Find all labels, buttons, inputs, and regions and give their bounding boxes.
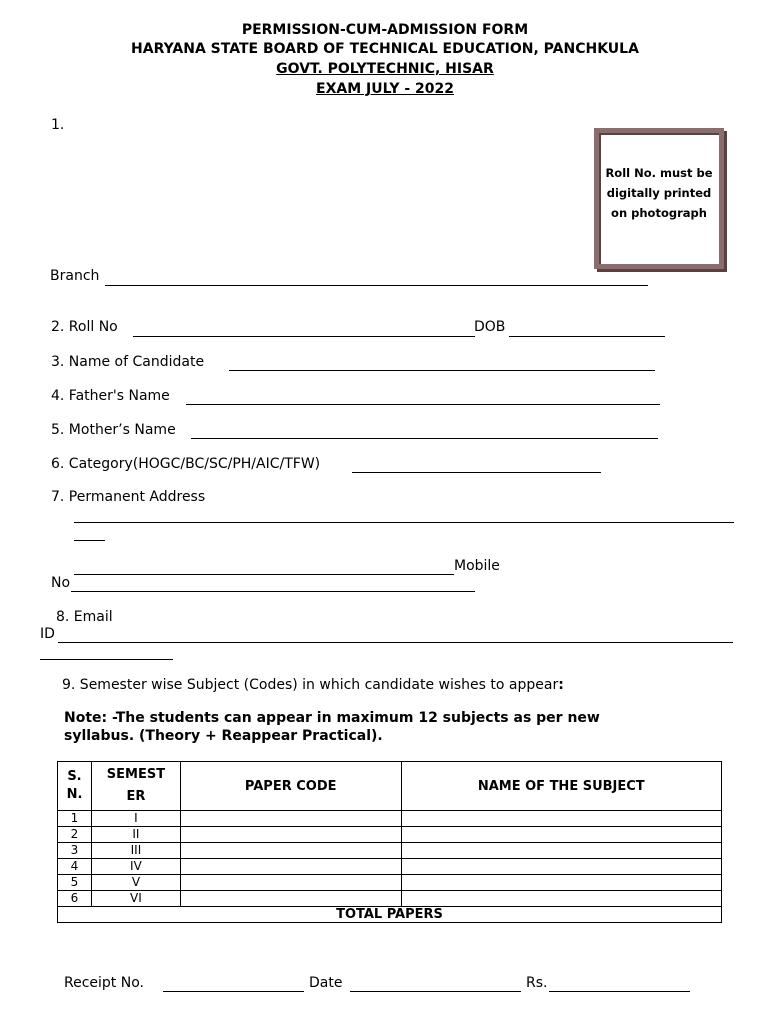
header-subject-name: NAME OF THE SUBJECT xyxy=(401,762,721,811)
total-row xyxy=(58,907,722,923)
row-semester: V xyxy=(91,875,180,891)
section-9-colon: : xyxy=(558,677,564,693)
subject-name-cell[interactable] xyxy=(401,843,721,859)
rs-field[interactable] xyxy=(549,991,690,992)
note-line-2: syllabus. (Theory + Reappear Practical). xyxy=(64,728,383,744)
header-paper-code: PAPER CODE xyxy=(180,762,401,811)
header-semester-line2: ER xyxy=(126,789,146,804)
subject-table xyxy=(57,761,722,923)
header-sn-line1: S. xyxy=(67,769,82,784)
table-row xyxy=(58,859,722,875)
header-semester xyxy=(91,762,180,811)
total-papers-label: TOTAL PAPERS xyxy=(58,907,722,923)
exam-session: EXAM JULY - 2022 xyxy=(316,81,454,97)
subject-name-cell[interactable] xyxy=(401,811,721,827)
table-row xyxy=(58,827,722,843)
institute-name: GOVT. POLYTECHNIC, HISAR xyxy=(276,61,494,77)
row-semester: II xyxy=(91,827,180,843)
row-sn: 2 xyxy=(58,827,92,843)
row-sn: 3 xyxy=(58,843,92,859)
address-field-line-2[interactable] xyxy=(74,540,105,541)
dob-field[interactable] xyxy=(509,336,665,337)
header-semester-line1: SEMEST xyxy=(106,767,166,782)
row-sn: 1 xyxy=(58,811,92,827)
row-sn: 4 xyxy=(58,859,92,875)
email-label: 8. Email xyxy=(56,609,113,625)
candidate-name-field[interactable] xyxy=(229,370,655,371)
address-label: 7. Permanent Address xyxy=(51,489,206,505)
subject-name-cell[interactable] xyxy=(401,859,721,875)
mobile-field[interactable] xyxy=(71,591,475,592)
email-id-label: ID xyxy=(40,626,55,642)
table-row xyxy=(58,811,722,827)
row-sn: 6 xyxy=(58,891,92,907)
item-1-label: 1. xyxy=(51,117,65,133)
rs-label: Rs. xyxy=(526,975,548,991)
subject-name-cell[interactable] xyxy=(401,891,721,907)
paper-code-cell[interactable] xyxy=(180,827,401,843)
receipt-field[interactable] xyxy=(163,991,304,992)
header-sn-line2: N. xyxy=(66,787,83,802)
table-row xyxy=(58,843,722,859)
category-field[interactable] xyxy=(352,472,601,473)
receipt-label: Receipt No. xyxy=(64,975,144,991)
header-sn xyxy=(58,762,92,811)
subject-name-cell[interactable] xyxy=(401,875,721,891)
row-semester: III xyxy=(91,843,180,859)
roll-no-field[interactable] xyxy=(133,336,475,337)
date-field[interactable] xyxy=(350,991,521,992)
paper-code-cell[interactable] xyxy=(180,811,401,827)
table-row xyxy=(58,891,722,907)
row-semester: IV xyxy=(91,859,180,875)
form-title: PERMISSION-CUM-ADMISSION FORM xyxy=(241,22,529,38)
table-row xyxy=(58,875,722,891)
email-field-line-2[interactable] xyxy=(40,659,173,660)
mobile-no-label: No xyxy=(51,575,71,591)
father-name-label: 4. Father's Name xyxy=(51,388,170,404)
board-name: HARYANA STATE BOARD OF TECHNICAL EDUCATION, PANCHKULA xyxy=(131,41,639,57)
subject-name-cell[interactable] xyxy=(401,827,721,843)
father-name-field[interactable] xyxy=(186,404,660,405)
section-9-title xyxy=(62,677,564,693)
photo-box-instruction: Roll No. must be digitally printed on photograph xyxy=(605,166,713,220)
address-field-line-1[interactable] xyxy=(74,522,734,523)
row-semester: I xyxy=(91,811,180,827)
roll-no-label: 2. Roll No xyxy=(51,319,118,335)
paper-code-cell[interactable] xyxy=(180,859,401,875)
candidate-name-label: 3. Name of Candidate xyxy=(51,354,205,370)
mother-name-field[interactable] xyxy=(191,438,658,439)
dob-label: DOB xyxy=(474,319,506,335)
paper-code-cell[interactable] xyxy=(180,843,401,859)
mother-name-label: 5. Mother’s Name xyxy=(51,422,176,438)
mobile-label: Mobile xyxy=(454,558,500,574)
row-sn: 5 xyxy=(58,875,92,891)
email-field-line-1[interactable] xyxy=(58,642,733,643)
photo-box xyxy=(594,128,724,269)
branch-field[interactable] xyxy=(105,285,648,286)
address-field-line-3[interactable] xyxy=(74,574,454,575)
row-semester: VI xyxy=(91,891,180,907)
paper-code-cell[interactable] xyxy=(180,875,401,891)
branch-label: Branch xyxy=(50,268,100,284)
paper-code-cell[interactable] xyxy=(180,891,401,907)
category-label: 6. Category(HOGC/BC/SC/PH/AIC/TFW) xyxy=(51,456,321,472)
section-9-title-text: 9. Semester wise Subject (Codes) in which candidate wishes to appear xyxy=(62,677,559,693)
note-line-1: Note: -The students can appear in maximum 12 subjects as per new xyxy=(64,710,600,726)
date-label: Date xyxy=(309,975,343,991)
